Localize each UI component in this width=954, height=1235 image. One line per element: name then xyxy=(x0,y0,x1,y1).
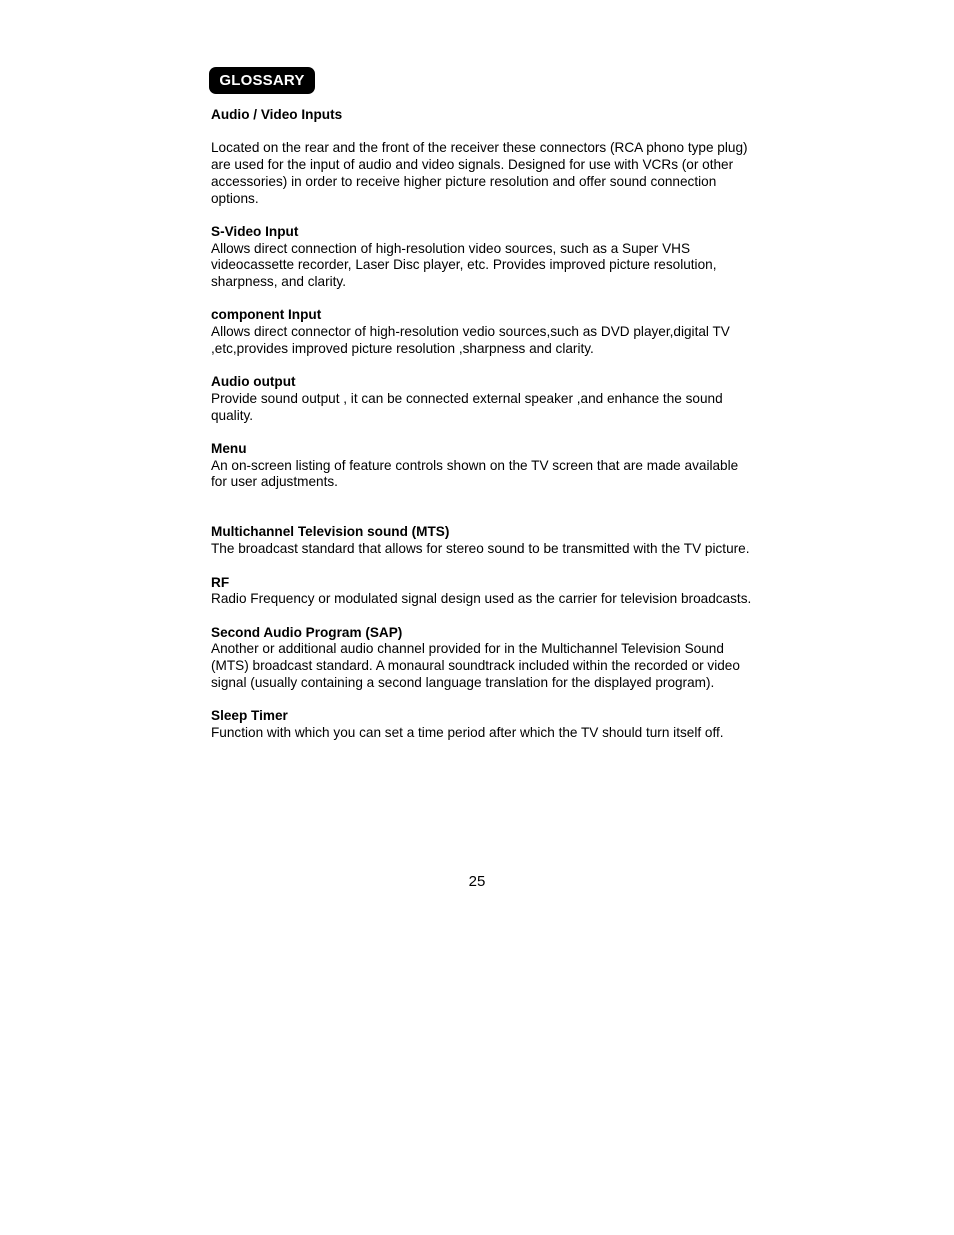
glossary-list xyxy=(211,107,756,742)
glossary-entry-sap xyxy=(211,625,756,692)
glossary-entry-audio-video-inputs xyxy=(211,107,756,207)
glossary-term: Menu xyxy=(211,440,247,456)
glossary-term: Second Audio Program (SAP) xyxy=(211,624,403,640)
glossary-term: Audio output xyxy=(211,374,296,390)
glossary-entry-audio-output xyxy=(211,374,756,424)
glossary-definition: Provide sound output , it can be connected external speaker ,and enhance the sound quality. xyxy=(211,390,723,423)
glossary-definition: The broadcast standard that allows for stereo sound to be transmitted with the TV picture. xyxy=(211,541,750,557)
glossary-definition: Allows direct connection of high-resolution video sources, such as a Super VHS videocassette recorder, Laser Disc player, etc. Provides improved picture resolution, sharpness, and clarity. xyxy=(211,240,717,289)
glossary-term: Sleep Timer xyxy=(211,708,288,724)
glossary-term: component Input xyxy=(211,307,322,323)
glossary-entry-sleep-timer xyxy=(211,708,756,741)
glossary-definition: Allows direct connector of high-resolution vedio sources,such as DVD player,digital TV ,etc,provides improved picture resolution ,sharpness and clarity. xyxy=(211,324,730,356)
glossary-definition: Radio Frequency or modulated signal design used as the carrier for television broadcasts. xyxy=(211,591,752,607)
page-number: 25 xyxy=(468,873,486,890)
glossary-term: S-Video Input xyxy=(211,223,299,239)
glossary-definition: An on-screen listing of feature controls shown on the TV screen that are made available for user adjustments. xyxy=(211,457,739,490)
glossary-definition: Function with which you can set a time period after which the TV should turn itself off. xyxy=(211,724,724,740)
glossary-definition: Another or additional audio channel provided for in the Multichannel Television Sound (MTS) broadcast standard. A monaural soundtrack included within the recorded or video signal (usually containing a second language translation for the displayed program). xyxy=(211,641,740,690)
glossary-entry-rf xyxy=(211,575,756,608)
glossary-badge: GLOSSARY xyxy=(209,67,315,94)
glossary-term: RF xyxy=(211,574,230,590)
term-spacer xyxy=(211,124,756,141)
glossary-entry-component-input xyxy=(211,307,756,357)
glossary-term: Audio / Video Inputs xyxy=(211,107,343,122)
glossary-term: Multichannel Television sound (MTS) xyxy=(211,524,450,540)
glossary-entry-mts xyxy=(211,524,756,557)
glossary-definition: Located on the rear and the front of the receiver these connectors (RCA phono type plug) are used for the input of audio and video signals. Designed for use with VCRs (or other accessories) in order to receive higher picture resolution and offer sound connection options. xyxy=(211,140,748,206)
glossary-entry-s-video-input xyxy=(211,224,756,291)
glossary-entry-menu xyxy=(211,441,756,491)
